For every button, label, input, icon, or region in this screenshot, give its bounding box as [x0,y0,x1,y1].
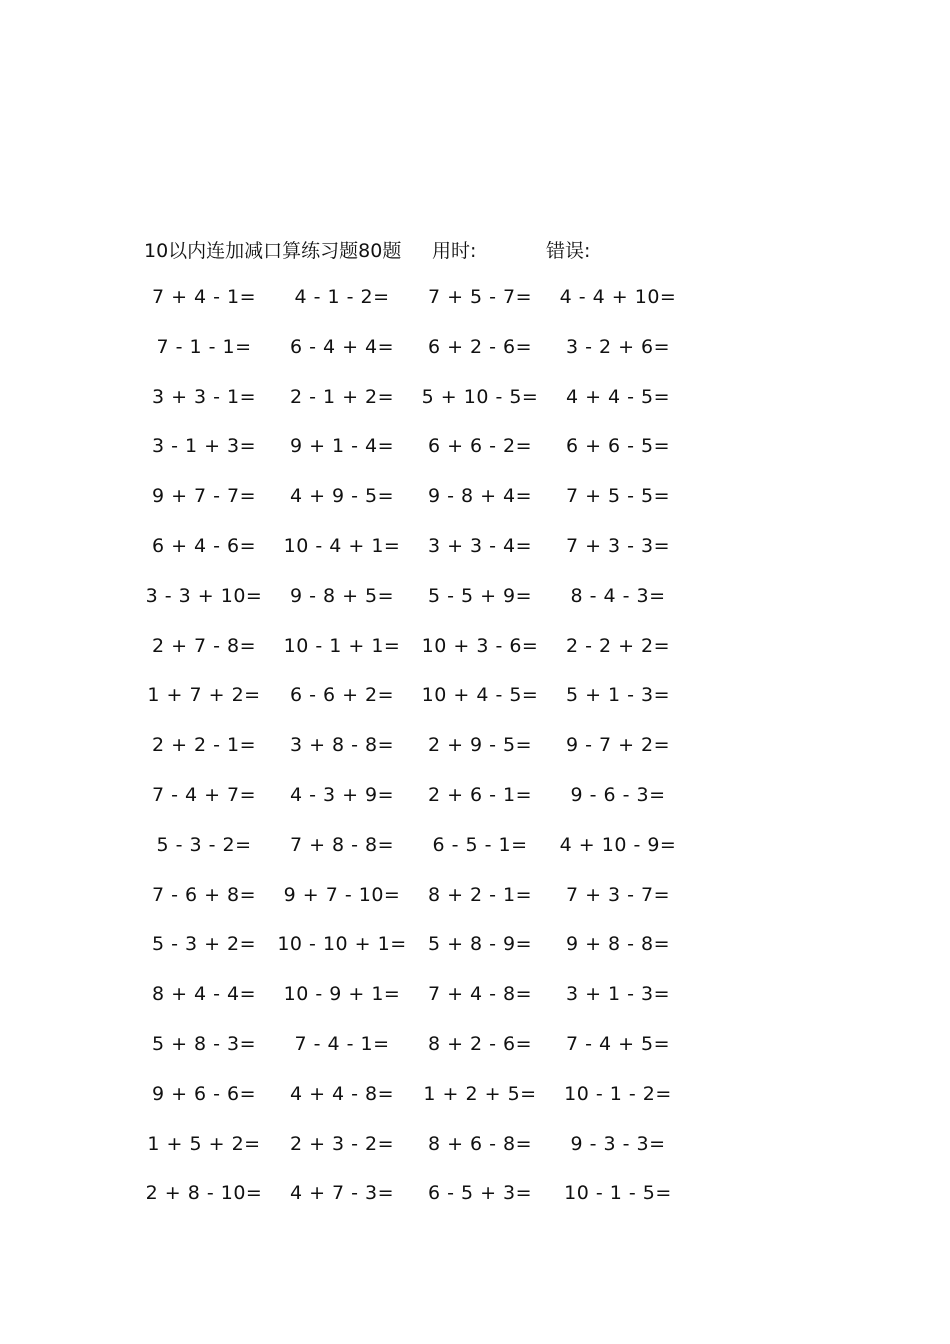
math-problem: 6 + 6 - 5= [565,435,671,458]
math-problem: 5 + 1 - 3= [565,684,671,707]
math-problem: 3 - 2 + 6= [565,335,671,358]
math-problem: 4 + 7 - 3= [289,1182,395,1205]
math-problem: 10 - 10 + 1= [277,933,407,956]
problem-row [140,1071,700,1121]
math-problem: 7 + 3 - 7= [565,883,671,906]
math-problem: 7 - 1 - 1= [156,335,252,358]
math-problem: 6 + 4 - 6= [151,534,257,557]
math-problem: 7 + 4 - 1= [151,286,257,308]
problem-row [140,274,700,324]
math-problem: 8 + 2 - 1= [427,883,533,906]
problem-row [140,1121,700,1171]
problem-row [140,374,700,424]
math-problem: 7 + 5 - 7= [427,286,533,308]
math-problem: 5 - 3 - 2= [156,833,252,856]
math-problem: 5 - 3 + 2= [151,933,257,956]
math-problem: 4 + 9 - 5= [289,485,395,508]
math-problem: 2 + 3 - 2= [289,1132,395,1155]
problem-row [140,623,700,673]
math-problem: 9 + 7 - 10= [283,883,401,906]
math-problem: 8 + 6 - 8= [427,1132,533,1155]
math-problem: 7 + 4 - 8= [427,983,533,1006]
math-problem: 9 - 7 + 2= [565,734,671,757]
math-problem: 10 + 3 - 6= [421,634,539,657]
math-problem: 9 + 1 - 4= [289,435,395,458]
problem-row [140,473,700,523]
math-problem: 9 + 6 - 6= [151,1082,257,1105]
math-problem: 2 + 8 - 10= [145,1182,263,1205]
problem-row [140,573,700,623]
math-problem: 1 + 5 + 2= [147,1132,261,1155]
time-used-label: 用时: [432,240,477,262]
math-problem: 7 + 5 - 5= [565,485,671,508]
problem-row [140,423,700,473]
math-problem: 7 - 6 + 8= [151,883,257,906]
math-problem: 8 + 2 - 6= [427,1032,533,1055]
math-problem: 10 - 1 - 2= [564,1082,672,1105]
worksheet-title: 10以内连加减口算练习题80题 [144,240,402,262]
math-problem: 3 - 1 + 3= [151,435,257,458]
math-problem: 7 - 4 + 5= [565,1032,671,1055]
math-problem: 9 - 8 + 4= [427,485,533,508]
math-problem: 6 - 5 + 3= [427,1182,533,1205]
math-problem: 8 + 4 - 4= [151,983,257,1006]
problem-row [140,822,700,872]
problem-row [140,772,700,822]
problem-row [140,921,700,971]
math-problem: 6 - 4 + 4= [289,335,395,358]
math-problem: 9 + 8 - 8= [565,933,671,956]
math-problem: 3 - 3 + 10= [145,584,263,607]
math-problem: 6 - 6 + 2= [289,684,395,707]
problem-row [140,324,700,374]
math-problem: 9 + 7 - 7= [151,485,257,508]
problem-row [140,971,700,1021]
math-problem: 3 + 8 - 8= [289,734,395,757]
math-problem: 2 - 2 + 2= [565,634,671,657]
math-problem: 3 + 3 - 4= [427,534,533,557]
math-problem: 8 - 4 - 3= [570,584,666,607]
math-problem: 7 + 8 - 8= [289,833,395,856]
math-problem: 3 + 1 - 3= [565,983,671,1006]
math-problem: 1 + 2 + 5= [423,1082,537,1105]
math-problem: 9 - 8 + 5= [289,584,395,607]
math-problem: 1 + 7 + 2= [147,684,261,707]
math-problem: 4 - 3 + 9= [289,783,395,806]
math-problem: 10 - 1 - 5= [564,1182,672,1205]
math-problem: 2 + 7 - 8= [151,634,257,657]
math-problem: 6 + 6 - 2= [427,435,533,458]
error-count-label: 错误: [546,240,591,262]
math-problem: 5 - 5 + 9= [427,584,533,607]
problem-row [140,1170,700,1220]
math-problem: 2 + 2 - 1= [151,734,257,757]
math-problem: 2 + 9 - 5= [427,734,533,757]
math-problem: 7 - 4 + 7= [151,783,257,806]
math-problem: 10 + 4 - 5= [421,684,539,707]
math-problem: 4 - 1 - 2= [294,286,390,308]
math-problem: 4 + 4 - 8= [289,1082,395,1105]
problem-row [140,722,700,772]
problem-row [140,1021,700,1071]
math-problem: 5 + 10 - 5= [421,385,539,408]
math-problem: 7 + 3 - 3= [565,534,671,557]
math-problem: 10 - 1 + 1= [283,634,401,657]
math-problem: 6 + 2 - 6= [427,335,533,358]
math-problem: 2 - 1 + 2= [289,385,395,408]
math-problem: 4 + 4 - 5= [565,385,671,408]
math-problem: 10 - 9 + 1= [283,983,401,1006]
math-problem: 4 + 10 - 9= [559,833,677,856]
problem-row [140,672,700,722]
problem-grid [140,274,700,1220]
math-problem: 3 + 3 - 1= [151,385,257,408]
math-problem: 9 - 3 - 3= [570,1132,666,1155]
math-problem: 4 - 4 + 10= [559,286,677,308]
math-problem: 5 + 8 - 3= [151,1032,257,1055]
math-problem: 5 + 8 - 9= [427,933,533,956]
math-problem: 10 - 4 + 1= [283,534,401,557]
math-problem: 9 - 6 - 3= [570,783,666,806]
problem-row [140,523,700,573]
problem-row [140,872,700,922]
math-problem: 2 + 6 - 1= [427,783,533,806]
math-problem: 6 - 5 - 1= [432,833,528,856]
math-problem: 7 - 4 - 1= [294,1032,390,1055]
